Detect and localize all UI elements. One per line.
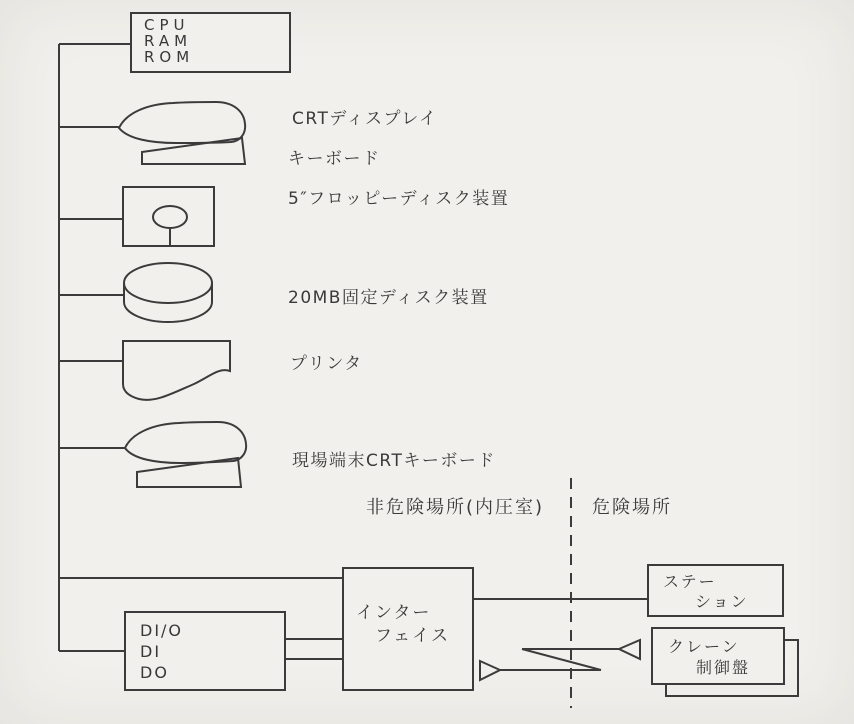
cpu-box-line: RAM [144, 32, 193, 50]
station-box [647, 564, 784, 617]
floppy-disk-icon [123, 187, 214, 246]
interface-box-line: インター [356, 603, 432, 623]
digital-io-box [124, 611, 286, 691]
crane-panel-box-line: 制御盤 [696, 658, 751, 677]
cpu-box-line: CPU [144, 16, 190, 34]
interface-box [342, 567, 474, 691]
printer-icon [123, 341, 230, 400]
label-non-hazardous-area: 非危険場所(内圧室) [366, 497, 545, 518]
label-fixed-disk: 20MB固定ディスク装置 [288, 288, 489, 308]
station-box-line: ステー [663, 572, 717, 591]
crane-panel-box-line: クレーン [668, 637, 740, 656]
label-hazardous-area: 危険場所 [592, 497, 672, 518]
label-crt-display: CRTディスプレイ [292, 109, 438, 129]
cpu-box [130, 12, 291, 73]
crane-panel-box [651, 627, 785, 685]
digital-io-box-line: DI [140, 642, 162, 661]
interface-box-line: フェイス [375, 626, 450, 646]
field-terminal-crt-icon [125, 422, 246, 487]
digital-io-box-line: DO [140, 663, 169, 682]
cpu-box-line: ROM [144, 48, 195, 66]
system-bus-line [59, 44, 342, 651]
label-floppy-disk: 5″フロッピーディスク装置 [288, 189, 510, 209]
station-box-line: ション [695, 592, 749, 611]
fixed-disk-icon [124, 263, 212, 322]
digital-io-box-line: DI/O [140, 621, 184, 640]
label-keyboard: キーボード [288, 149, 381, 169]
crt-display-icon [119, 102, 245, 143]
label-printer: プリンタ [290, 354, 363, 374]
wireless-link-icon [480, 640, 640, 680]
label-field-terminal: 現場端末CRTキーボード [292, 451, 496, 471]
